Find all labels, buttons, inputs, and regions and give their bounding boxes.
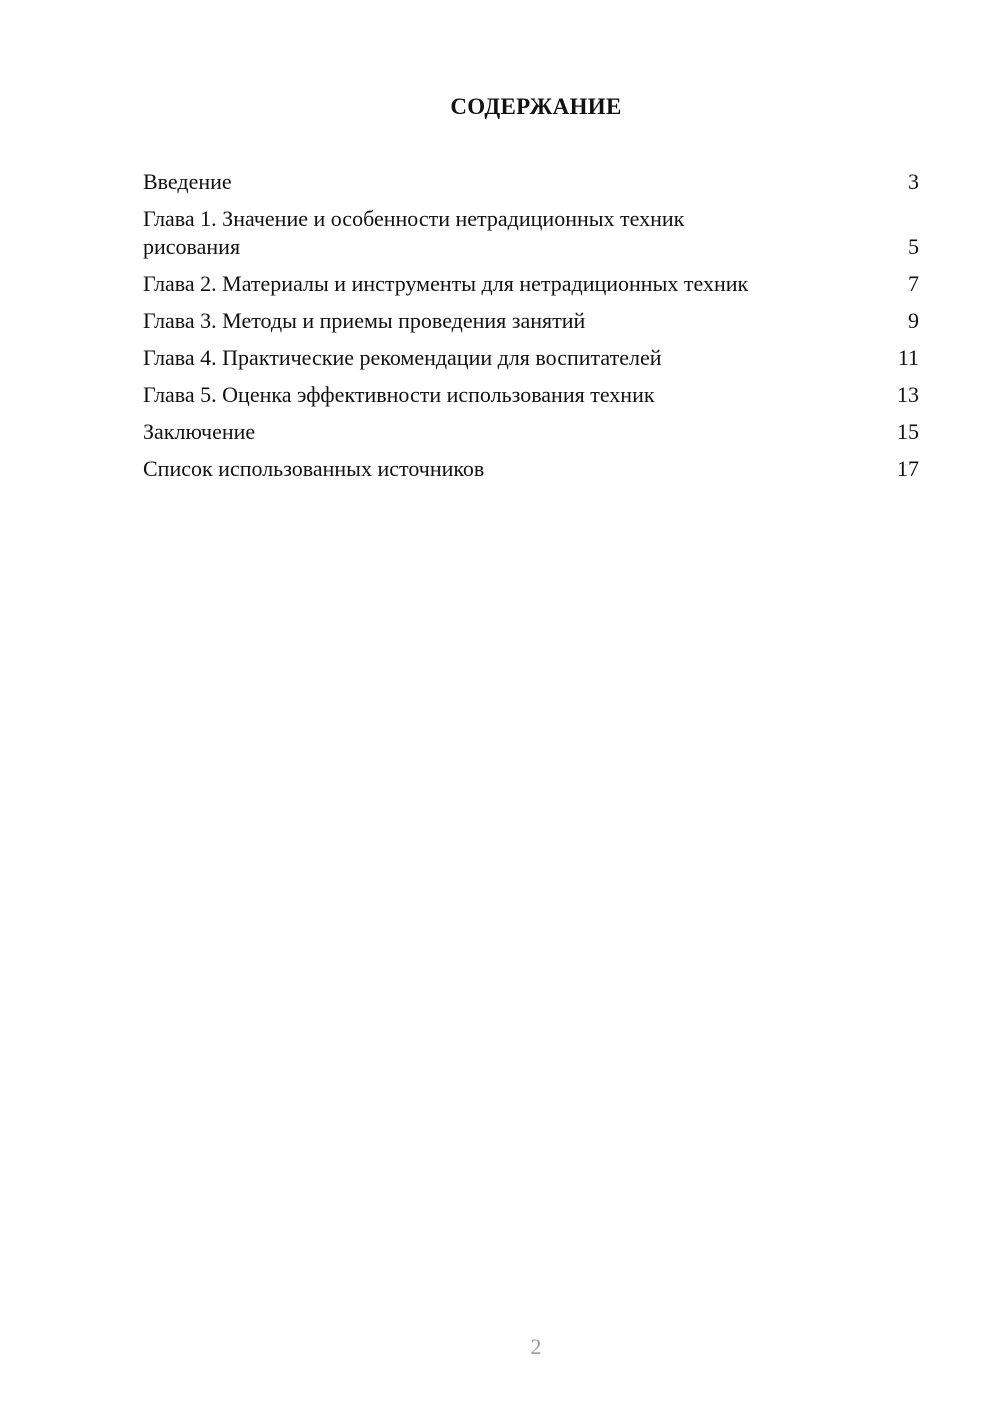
toc-entry-label: Глава 2. Материалы и инструменты для нетрадиционных техник: [143, 271, 749, 296]
toc-entry-page: 5: [908, 234, 919, 259]
toc-entry-page: 9: [908, 308, 919, 333]
toc-entry-page: 11: [897, 345, 919, 370]
toc-entry-label: Глава 4. Практические рекомендации для воспитателей: [143, 345, 662, 370]
toc-entry-page: 13: [897, 382, 919, 407]
toc-entry-page: 15: [897, 419, 919, 444]
toc-entry-label: Введение: [143, 169, 232, 194]
toc-entry-label: Глава 3. Методы и приемы проведения занятий: [143, 308, 586, 333]
toc-entry-chapter-2: [143, 270, 919, 298]
toc-entry-conclusion: [143, 418, 919, 446]
toc-entry-references: [143, 455, 919, 483]
toc-entry-chapter-4: [143, 344, 919, 372]
table-of-contents: [143, 168, 919, 492]
toc-entry-chapter-3: [143, 307, 919, 335]
toc-entry-label: Глава 1. Значение и особенности нетрадиционных техник рисования: [143, 206, 685, 259]
toc-entry-page: 7: [908, 271, 919, 296]
page-number: 2: [530, 1334, 542, 1359]
toc-entry-label: Глава 5. Оценка эффективности использования техник: [143, 382, 655, 407]
toc-entry-page: 3: [908, 169, 919, 194]
toc-entry-chapter-1: [143, 205, 919, 261]
toc-entry-label: Список использованных источников: [143, 456, 485, 481]
toc-entry-label: Заключение: [143, 419, 256, 444]
toc-entry-page: 17: [897, 456, 919, 481]
toc-entry-introduction: [143, 168, 919, 196]
toc-entry-chapter-5: [143, 381, 919, 409]
toc-title: СОДЕРЖАНИЕ: [450, 94, 622, 119]
